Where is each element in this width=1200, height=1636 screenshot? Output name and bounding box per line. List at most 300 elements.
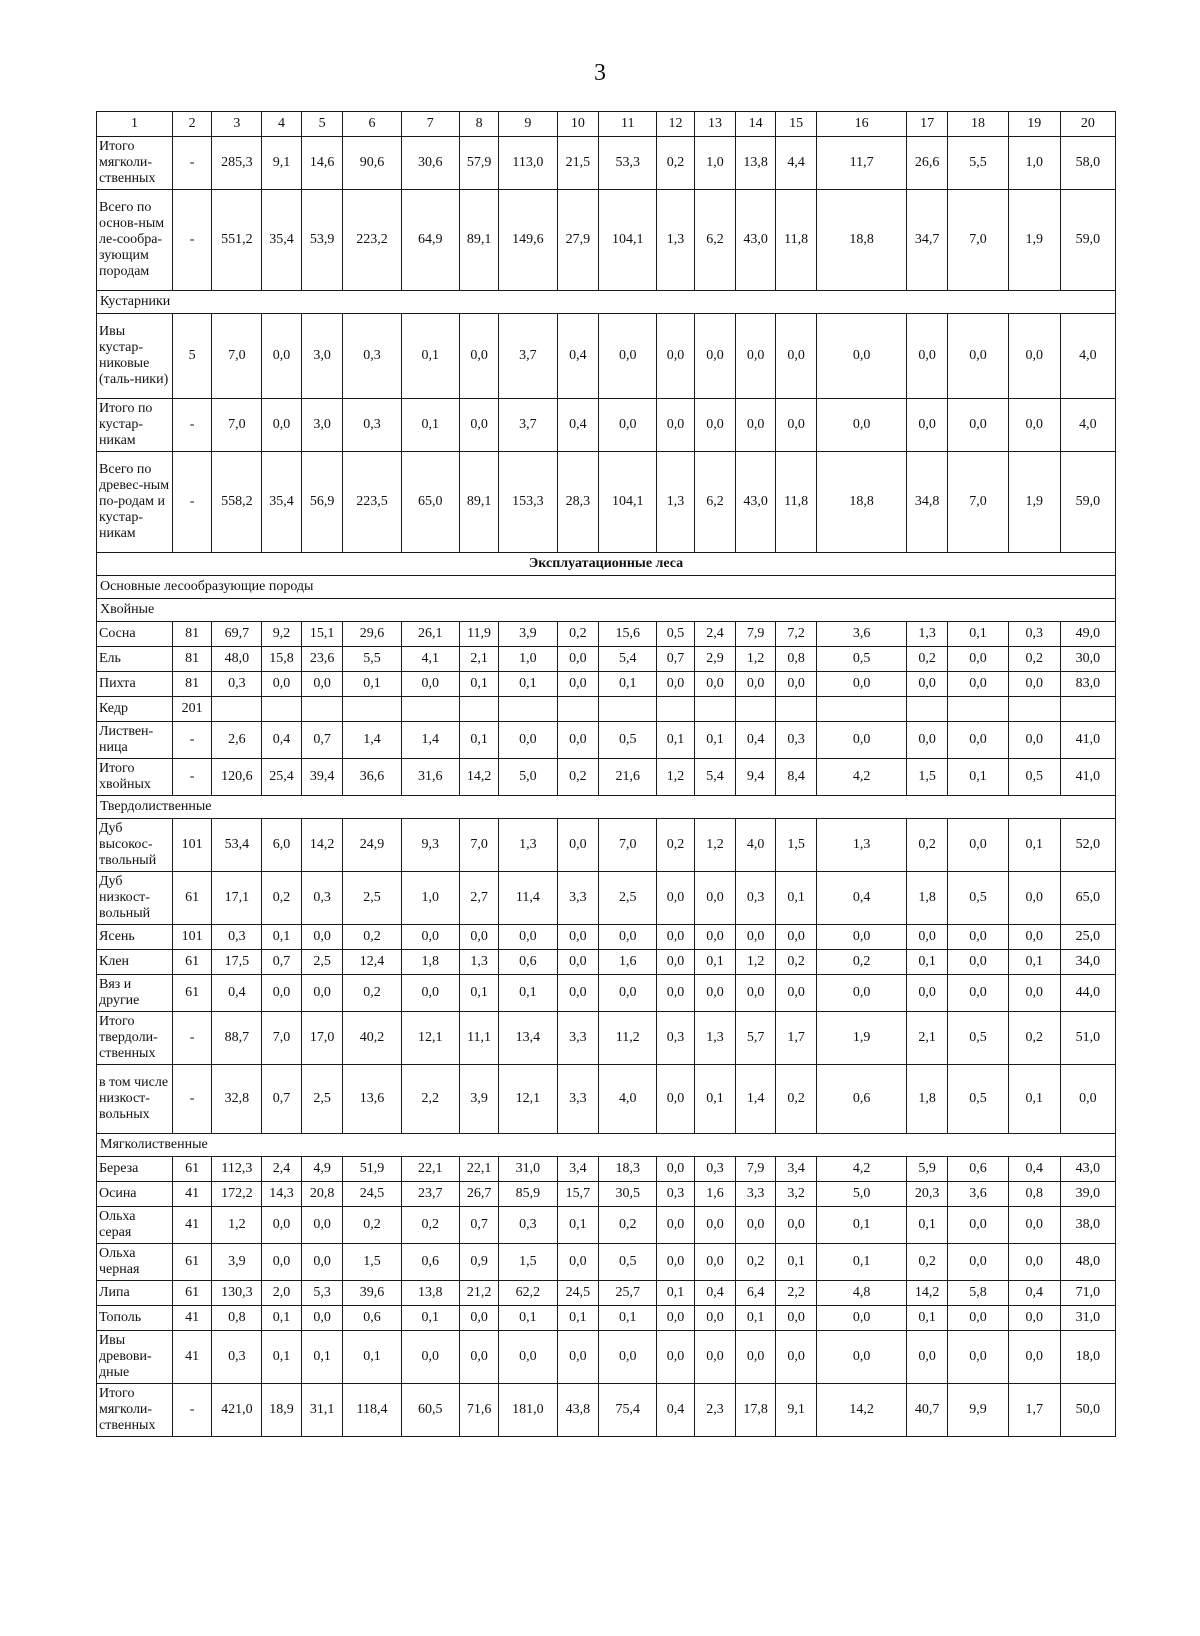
row-label: Ивы кустар-никовые (таль-ники) (97, 314, 173, 399)
table-row (97, 819, 1116, 872)
table-cell: 172,2 (212, 1182, 262, 1207)
table-cell: 39,4 (301, 759, 343, 796)
table-cell: 65,0 (401, 452, 459, 553)
table-cell: 5,9 (906, 1157, 948, 1182)
table-cell: 18,3 (599, 1157, 657, 1182)
column-header: 7 (401, 112, 459, 137)
table-cell: 0,4 (262, 722, 302, 759)
table-cell: 0,0 (948, 314, 1008, 399)
table-cell: 1,2 (212, 1207, 262, 1244)
row-label: Ивы древови-дные (97, 1331, 173, 1384)
table-cell: 0,0 (657, 950, 694, 975)
table-cell: 0,0 (775, 314, 817, 399)
table-cell: 3,3 (557, 1012, 599, 1065)
table-cell: 0,0 (599, 975, 657, 1012)
table-cell: 0,0 (401, 975, 459, 1012)
row-label: Дуб высокос-твольный (97, 819, 173, 872)
table-cell: - (172, 759, 212, 796)
table-cell: 0,0 (657, 399, 694, 452)
table-cell: 35,4 (262, 190, 302, 291)
table-cell: 17,1 (212, 872, 262, 925)
section-title: Основные лесообразующие породы (97, 576, 1116, 599)
row-label: Береза (97, 1157, 173, 1182)
table-cell: 0,4 (557, 399, 599, 452)
table-cell: 43,0 (1060, 1157, 1115, 1182)
table-cell: 101 (172, 925, 212, 950)
table-cell: 41 (172, 1306, 212, 1331)
table-cell: 1,5 (343, 1244, 401, 1281)
table-cell: 69,7 (212, 622, 262, 647)
table-cell: 2,6 (212, 722, 262, 759)
table-cell: 0,0 (948, 1207, 1008, 1244)
table-cell: 149,6 (499, 190, 557, 291)
table-cell: 120,6 (212, 759, 262, 796)
table-cell: 56,9 (301, 452, 343, 553)
table-cell: 53,3 (599, 137, 657, 190)
table-cell: 5,4 (694, 759, 736, 796)
table-cell (948, 697, 1008, 722)
table-cell: 0,5 (657, 622, 694, 647)
table-cell: 0,2 (906, 819, 948, 872)
table-cell: - (172, 722, 212, 759)
table-cell: 0,0 (657, 1331, 694, 1384)
table-cell: 0,0 (557, 975, 599, 1012)
table-cell: 0,0 (817, 1306, 906, 1331)
table-cell: 0,1 (599, 1306, 657, 1331)
table-cell: 48,0 (212, 647, 262, 672)
table-cell: 0,1 (906, 1306, 948, 1331)
table-cell: 0,0 (657, 314, 694, 399)
table-cell: 11,9 (459, 622, 499, 647)
table-cell: 0,5 (817, 647, 906, 672)
table-cell: 51,9 (343, 1157, 401, 1182)
table-cell: 0,2 (557, 622, 599, 647)
section-row (97, 1134, 1116, 1157)
table-cell: 0,0 (948, 819, 1008, 872)
table-row (97, 314, 1116, 399)
table-cell: 0,1 (459, 722, 499, 759)
table-cell: 0,6 (948, 1157, 1008, 1182)
table-cell: 181,0 (499, 1384, 557, 1437)
table-cell: 28,3 (557, 452, 599, 553)
table-cell: 0,0 (599, 1331, 657, 1384)
section-row (97, 599, 1116, 622)
table-cell: 0,1 (262, 1331, 302, 1384)
table-cell: 2,5 (343, 872, 401, 925)
column-header: 5 (301, 112, 343, 137)
table-cell: 62,2 (499, 1281, 557, 1306)
table-cell: 11,8 (775, 190, 817, 291)
table-cell: 2,2 (775, 1281, 817, 1306)
table-cell: 2,5 (301, 1065, 343, 1134)
table-cell: 0,2 (401, 1207, 459, 1244)
table-row (97, 1065, 1116, 1134)
table-cell: 0,0 (1008, 1244, 1060, 1281)
table-cell: 34,0 (1060, 950, 1115, 975)
table-cell: 11,4 (499, 872, 557, 925)
table-cell: 0,0 (775, 399, 817, 452)
table-cell: 0,1 (1008, 950, 1060, 975)
table-cell (301, 697, 343, 722)
table-cell: 0,0 (906, 1331, 948, 1384)
table-cell: 15,6 (599, 622, 657, 647)
table-cell: 0,0 (499, 925, 557, 950)
table-cell: 1,7 (1008, 1384, 1060, 1437)
table-cell: 61 (172, 950, 212, 975)
table-cell: 12,1 (401, 1012, 459, 1065)
table-cell (1060, 697, 1115, 722)
table-cell: 2,7 (459, 872, 499, 925)
table-cell: 2,1 (459, 647, 499, 672)
table-cell: 1,0 (401, 872, 459, 925)
table-cell: 1,5 (906, 759, 948, 796)
table-cell: 0,1 (459, 672, 499, 697)
table-cell: 0,2 (657, 819, 694, 872)
table-cell: 0,0 (301, 975, 343, 1012)
table-cell: 0,0 (817, 314, 906, 399)
row-label: Сосна (97, 622, 173, 647)
table-cell: 0,1 (694, 1065, 736, 1134)
row-label: Ясень (97, 925, 173, 950)
table-cell: - (172, 1012, 212, 1065)
table-cell: 0,2 (657, 137, 694, 190)
column-header: 17 (906, 112, 948, 137)
column-header: 8 (459, 112, 499, 137)
table-cell (1008, 697, 1060, 722)
table-cell: 0,0 (736, 399, 776, 452)
row-label: Всего по древес-ным по-родам и кустар-никам (97, 452, 173, 553)
table-cell (817, 697, 906, 722)
table-cell: 61 (172, 1244, 212, 1281)
table-cell: 3,2 (775, 1182, 817, 1207)
table-cell: 0,0 (657, 1306, 694, 1331)
table-cell: 1,6 (599, 950, 657, 975)
table-cell: 24,5 (343, 1182, 401, 1207)
table-row (97, 1182, 1116, 1207)
table-cell: 0,2 (817, 950, 906, 975)
table-cell: 0,2 (557, 759, 599, 796)
table-cell: 4,0 (599, 1065, 657, 1134)
table-cell: 14,2 (906, 1281, 948, 1306)
section-row (97, 553, 1116, 576)
table-cell: 0,1 (459, 975, 499, 1012)
table-cell (599, 697, 657, 722)
table-row (97, 1331, 1116, 1384)
table-cell: 0,3 (657, 1182, 694, 1207)
table-cell: 22,1 (459, 1157, 499, 1182)
table-cell: 6,4 (736, 1281, 776, 1306)
row-label: Ольха черная (97, 1244, 173, 1281)
table-row (97, 1012, 1116, 1065)
table-cell: 0,1 (343, 1331, 401, 1384)
table-cell: 0,0 (775, 1306, 817, 1331)
table-cell: 5 (172, 314, 212, 399)
table-cell: 0,0 (948, 975, 1008, 1012)
table-row (97, 925, 1116, 950)
table-cell: 0,5 (1008, 759, 1060, 796)
table-cell: 1,4 (343, 722, 401, 759)
table-row (97, 1281, 1116, 1306)
table-cell: - (172, 190, 212, 291)
table-cell: 7,0 (459, 819, 499, 872)
table-cell: 0,3 (212, 1331, 262, 1384)
table-row (97, 1207, 1116, 1244)
table-cell: 41 (172, 1207, 212, 1244)
table-cell: 0,0 (657, 672, 694, 697)
table-cell: 0,0 (736, 925, 776, 950)
table-cell: 31,6 (401, 759, 459, 796)
table-cell: 0,0 (1008, 314, 1060, 399)
table-cell: 0,7 (301, 722, 343, 759)
column-header: 16 (817, 112, 906, 137)
table-cell: 0,0 (948, 399, 1008, 452)
table-cell: 3,4 (557, 1157, 599, 1182)
section-title: Мягколиственные (97, 1134, 1116, 1157)
column-header: 4 (262, 112, 302, 137)
table-cell (459, 697, 499, 722)
table-row (97, 647, 1116, 672)
table-cell: 61 (172, 1157, 212, 1182)
table-cell: 0,0 (817, 975, 906, 1012)
table-cell: 40,2 (343, 1012, 401, 1065)
table-cell (401, 697, 459, 722)
table-cell: 85,9 (499, 1182, 557, 1207)
table-cell: 0,1 (694, 950, 736, 975)
table-cell: 0,0 (775, 975, 817, 1012)
row-label: Дуб низкост-вольный (97, 872, 173, 925)
table-cell: 9,1 (262, 137, 302, 190)
table-cell: 21,6 (599, 759, 657, 796)
table-cell: 0,0 (736, 672, 776, 697)
table-cell: 2,4 (262, 1157, 302, 1182)
table-cell: 61 (172, 1281, 212, 1306)
table-cell: 0,0 (736, 1207, 776, 1244)
table-cell: 0,2 (343, 1207, 401, 1244)
table-cell: 0,0 (775, 1331, 817, 1384)
table-cell: 0,3 (736, 872, 776, 925)
table-cell: 0,1 (401, 1306, 459, 1331)
table-cell: 3,0 (301, 314, 343, 399)
table-cell: 0,0 (401, 1331, 459, 1384)
table-cell: 13,4 (499, 1012, 557, 1065)
table-row (97, 722, 1116, 759)
table-cell: 31,0 (1060, 1306, 1115, 1331)
table-cell: 2,9 (694, 647, 736, 672)
column-header: 3 (212, 112, 262, 137)
table-cell: 113,0 (499, 137, 557, 190)
row-label: Тополь (97, 1306, 173, 1331)
table-cell: 13,8 (736, 137, 776, 190)
section-title: Эксплуатационные леса (97, 553, 1116, 576)
table-cell: 34,7 (906, 190, 948, 291)
table-cell: 1,2 (694, 819, 736, 872)
table-cell: 3,6 (948, 1182, 1008, 1207)
column-header: 19 (1008, 112, 1060, 137)
row-label: в том числе низкост-вольных (97, 1065, 173, 1134)
table-cell: 36,6 (343, 759, 401, 796)
table-cell: 0,0 (817, 672, 906, 697)
table-cell: 0,0 (694, 925, 736, 950)
table-cell: 0,0 (694, 672, 736, 697)
table-cell: 0,0 (1008, 1306, 1060, 1331)
table-cell: 0,0 (301, 1207, 343, 1244)
table-row (97, 1244, 1116, 1281)
table-cell: 30,0 (1060, 647, 1115, 672)
table-cell: 0,0 (775, 1207, 817, 1244)
forest-table (96, 111, 1116, 1437)
table-cell: 4,2 (817, 759, 906, 796)
table-cell: 1,0 (499, 647, 557, 672)
table-cell: 104,1 (599, 190, 657, 291)
table-cell: 0,1 (499, 1306, 557, 1331)
table-cell: 0,0 (459, 399, 499, 452)
table-cell: 11,1 (459, 1012, 499, 1065)
table-cell: 0,6 (499, 950, 557, 975)
table-cell: 15,8 (262, 647, 302, 672)
table-cell: 0,0 (948, 647, 1008, 672)
table-cell: 18,8 (817, 452, 906, 553)
header-row (97, 112, 1116, 137)
table-cell: 0,0 (906, 925, 948, 950)
table-cell: 1,3 (657, 190, 694, 291)
table-cell (499, 697, 557, 722)
table-cell: 0,3 (343, 314, 401, 399)
column-header: 1 (97, 112, 173, 137)
table-cell: 112,3 (212, 1157, 262, 1182)
table-cell: 43,8 (557, 1384, 599, 1437)
table-cell: 0,0 (459, 925, 499, 950)
table-cell: 0,0 (301, 1244, 343, 1281)
table-cell: 26,7 (459, 1182, 499, 1207)
table-cell: 9,9 (948, 1384, 1008, 1437)
table-cell: 0,0 (1008, 1331, 1060, 1384)
table-cell: 0,2 (906, 1244, 948, 1281)
table-cell: 0,1 (657, 1281, 694, 1306)
table-cell: 41 (172, 1182, 212, 1207)
table-cell: 88,7 (212, 1012, 262, 1065)
table-cell: 13,6 (343, 1065, 401, 1134)
table-cell: 5,4 (599, 647, 657, 672)
section-row (97, 796, 1116, 819)
row-label: Клен (97, 950, 173, 975)
table-cell: 0,0 (948, 1306, 1008, 1331)
row-label: Ель (97, 647, 173, 672)
table-cell: 17,5 (212, 950, 262, 975)
table-cell: 0,0 (948, 672, 1008, 697)
table-cell: 0,1 (499, 975, 557, 1012)
table-cell: 0,5 (948, 1065, 1008, 1134)
row-label: Итого мягколи-ственных (97, 137, 173, 190)
table-cell: 0,0 (499, 1331, 557, 1384)
table-cell: 5,7 (736, 1012, 776, 1065)
table-cell: 23,6 (301, 647, 343, 672)
table-cell: 13,8 (401, 1281, 459, 1306)
table-cell: 4,0 (1060, 399, 1115, 452)
table-cell: 7,0 (212, 399, 262, 452)
table-cell: 25,4 (262, 759, 302, 796)
table-cell: 0,2 (343, 925, 401, 950)
table-cell: 0,4 (736, 722, 776, 759)
table-cell: 0,0 (817, 925, 906, 950)
table-cell: 48,0 (1060, 1244, 1115, 1281)
table-cell: 0,7 (262, 1065, 302, 1134)
table-cell: 15,7 (557, 1182, 599, 1207)
table-cell (694, 697, 736, 722)
table-cell (212, 697, 262, 722)
table-cell: 3,6 (817, 622, 906, 647)
table-cell: 0,1 (906, 1207, 948, 1244)
column-header: 9 (499, 112, 557, 137)
table-row (97, 622, 1116, 647)
table-cell: 5,0 (499, 759, 557, 796)
table-cell: 1,5 (775, 819, 817, 872)
table-cell: 7,0 (262, 1012, 302, 1065)
table-cell: 38,0 (1060, 1207, 1115, 1244)
table-cell: - (172, 399, 212, 452)
table-cell: 0,1 (262, 925, 302, 950)
table-cell: 14,3 (262, 1182, 302, 1207)
table-cell: 0,4 (212, 975, 262, 1012)
table-cell: 0,0 (817, 1331, 906, 1384)
row-label: Итого твердоли-ственных (97, 1012, 173, 1065)
table-cell: 0,1 (499, 672, 557, 697)
table-cell: 6,2 (694, 452, 736, 553)
row-label: Кедр (97, 697, 173, 722)
table-cell: 26,1 (401, 622, 459, 647)
table-cell: 0,0 (262, 672, 302, 697)
table-cell: 11,2 (599, 1012, 657, 1065)
table-cell: 0,7 (262, 950, 302, 975)
table-row (97, 975, 1116, 1012)
table-cell: 0,4 (657, 1384, 694, 1437)
table-cell: 0,0 (301, 925, 343, 950)
table-cell: 0,1 (694, 722, 736, 759)
table-cell: 2,4 (694, 622, 736, 647)
table-cell: 0,0 (948, 1244, 1008, 1281)
row-label: Итого мягколи-ственных (97, 1384, 173, 1437)
table-row (97, 452, 1116, 553)
table-cell: 0,5 (948, 1012, 1008, 1065)
table-cell: 89,1 (459, 190, 499, 291)
table-cell: 0,0 (948, 1331, 1008, 1384)
table-cell: 9,2 (262, 622, 302, 647)
table-cell: 14,6 (301, 137, 343, 190)
table-cell: 61 (172, 975, 212, 1012)
table-cell: 7,0 (948, 452, 1008, 553)
table-cell: 0,0 (557, 950, 599, 975)
table-cell: 223,5 (343, 452, 401, 553)
table-cell: 1,0 (694, 137, 736, 190)
table-cell: 3,7 (499, 399, 557, 452)
table-cell: 59,0 (1060, 452, 1115, 553)
table-cell: 0,0 (657, 1244, 694, 1281)
table-cell: 0,0 (817, 722, 906, 759)
table-cell: 0,0 (657, 872, 694, 925)
table-row (97, 872, 1116, 925)
table-cell: 0,0 (557, 925, 599, 950)
table-cell: 0,1 (301, 1331, 343, 1384)
table-cell: 0,2 (1008, 647, 1060, 672)
table-cell: 3,3 (557, 872, 599, 925)
table-cell: 1,3 (817, 819, 906, 872)
table-cell: 0,5 (599, 1244, 657, 1281)
table-cell: 3,3 (557, 1065, 599, 1134)
table-cell: 89,1 (459, 452, 499, 553)
table-cell (262, 697, 302, 722)
table-cell: 0,0 (1008, 672, 1060, 697)
column-header: 13 (694, 112, 736, 137)
table-row (97, 399, 1116, 452)
